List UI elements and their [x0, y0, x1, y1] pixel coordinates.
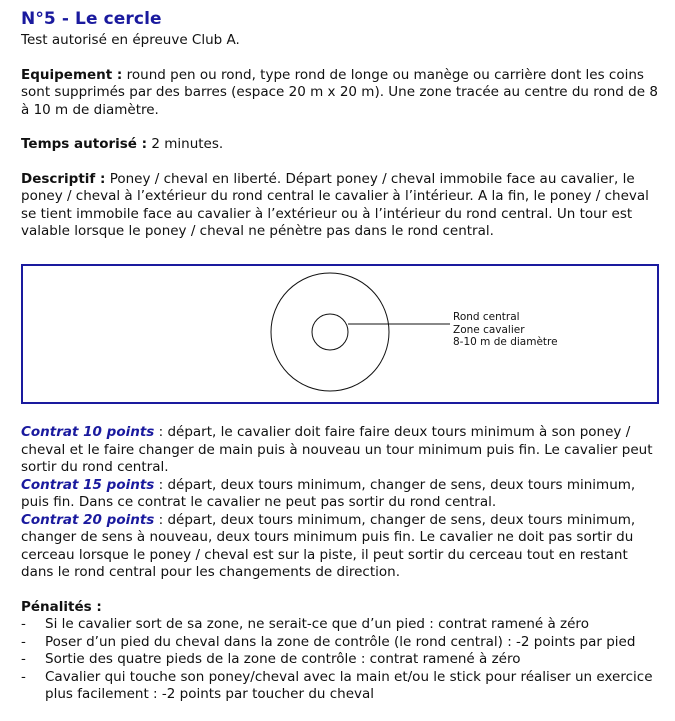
dash-bullet-icon: -: [21, 616, 26, 632]
list-item: [21, 616, 661, 634]
contracts-section: [21, 424, 661, 704]
dash-bullet-icon: -: [21, 633, 26, 650]
equipement-label: Equipement :: [21, 66, 123, 83]
contract-15-text: : départ, deux tours minimum, changer de sens, deux tours minimum, puis fin. Dans ce contrat le cavalier ne peut pas sortir du rond central.: [21, 476, 636, 510]
diagram-label: [453, 311, 558, 349]
page-title: N°5 - Le cercle: [21, 9, 162, 29]
list-item: [21, 634, 661, 652]
list-item: [21, 669, 661, 704]
equipement-text: round pen ou rond, type rond de longe ou manège ou carrière dont les coins sont supprimés par des barres (espace 20 m x 20 m). Une zone tracée au centre du rond de 8 à 10 m de diamètre.: [21, 66, 658, 118]
list-item: [21, 651, 661, 669]
subtitle: Test autorisé en épreuve Club A.: [21, 32, 240, 48]
circle-diagram-svg: [23, 266, 657, 402]
diagram-label-line2: Zone cavalier: [453, 323, 525, 336]
contract-15-label: Contrat 15 points: [21, 476, 155, 493]
diagram-label-line3: 8-10 m de diamètre: [453, 336, 558, 348]
penalite-text: Cavalier qui touche son poney/cheval avec la main et/ou le stick pour réaliser un exercice plus facilement : -2 points par toucher du cheval: [45, 668, 653, 702]
diagram-label-line1: Rond central: [453, 311, 520, 323]
penalite-text: Sortie des quatre pieds de la zone de contrôle : contrat ramené à zéro: [45, 651, 521, 667]
contract-20-label: Contrat 20 points: [21, 511, 155, 528]
penalites-title: Pénalités :: [21, 598, 102, 615]
descriptif-text: Poney / cheval en liberté. Départ poney / cheval immobile face au cavalier, le poney / cheval à l’extérieur du rond central le cavalier à l’intérieur. A la fin, le poney / cheval se tient immobile face au cavalier à l’extérieur ou à l’intérieur du rond central. Un tour est valable lorsque le poney / cheval ne pénètre pas dans le rond central.: [21, 170, 649, 239]
contract-10-text: : départ, le cavalier doit faire faire deux tours minimum à son poney / cheval et le faire changer de main puis à nouveau un tour minimum puis fin. Le cavalier peut sortir du rond central.: [21, 424, 653, 475]
document-page: [21, 6, 661, 702]
penalites-list: [21, 616, 661, 704]
contract-10-label: Contrat 10 points: [21, 424, 155, 440]
outer-circle: [271, 273, 389, 391]
descriptif-label: Descriptif :: [21, 170, 106, 187]
contract-15: [21, 477, 661, 512]
descriptif-paragraph: [21, 171, 661, 241]
equipement-paragraph: [21, 67, 661, 120]
penalite-text: Poser d’un pied du cheval dans la zone de contrôle (le rond central) : -2 points par pied: [45, 633, 636, 650]
temps-label: Temps autorisé :: [21, 136, 148, 152]
central-circle: [312, 314, 348, 350]
dash-bullet-icon: -: [21, 651, 26, 667]
circle-diagram: [21, 264, 659, 404]
dash-bullet-icon: -: [21, 668, 26, 685]
temps-paragraph: [21, 136, 661, 154]
temps-text: 2 minutes.: [147, 136, 224, 152]
contract-10: [21, 424, 661, 477]
contract-20: [21, 512, 661, 582]
contract-20-text: : départ, deux tours minimum, changer de sens, deux tours minimum, changer de sens à nouveau, deux tours minimum puis fin. Le cavalier ne doit pas sortir du cerceau lorsque le poney / cheval est sur la piste, il peut sortir du cerceau tout en restant dans le rond central pour les changements de direction.: [21, 511, 636, 580]
penalite-text: Si le cavalier sort de sa zone, ne serait-ce que d’un pied : contrat ramené à zéro: [45, 616, 589, 632]
